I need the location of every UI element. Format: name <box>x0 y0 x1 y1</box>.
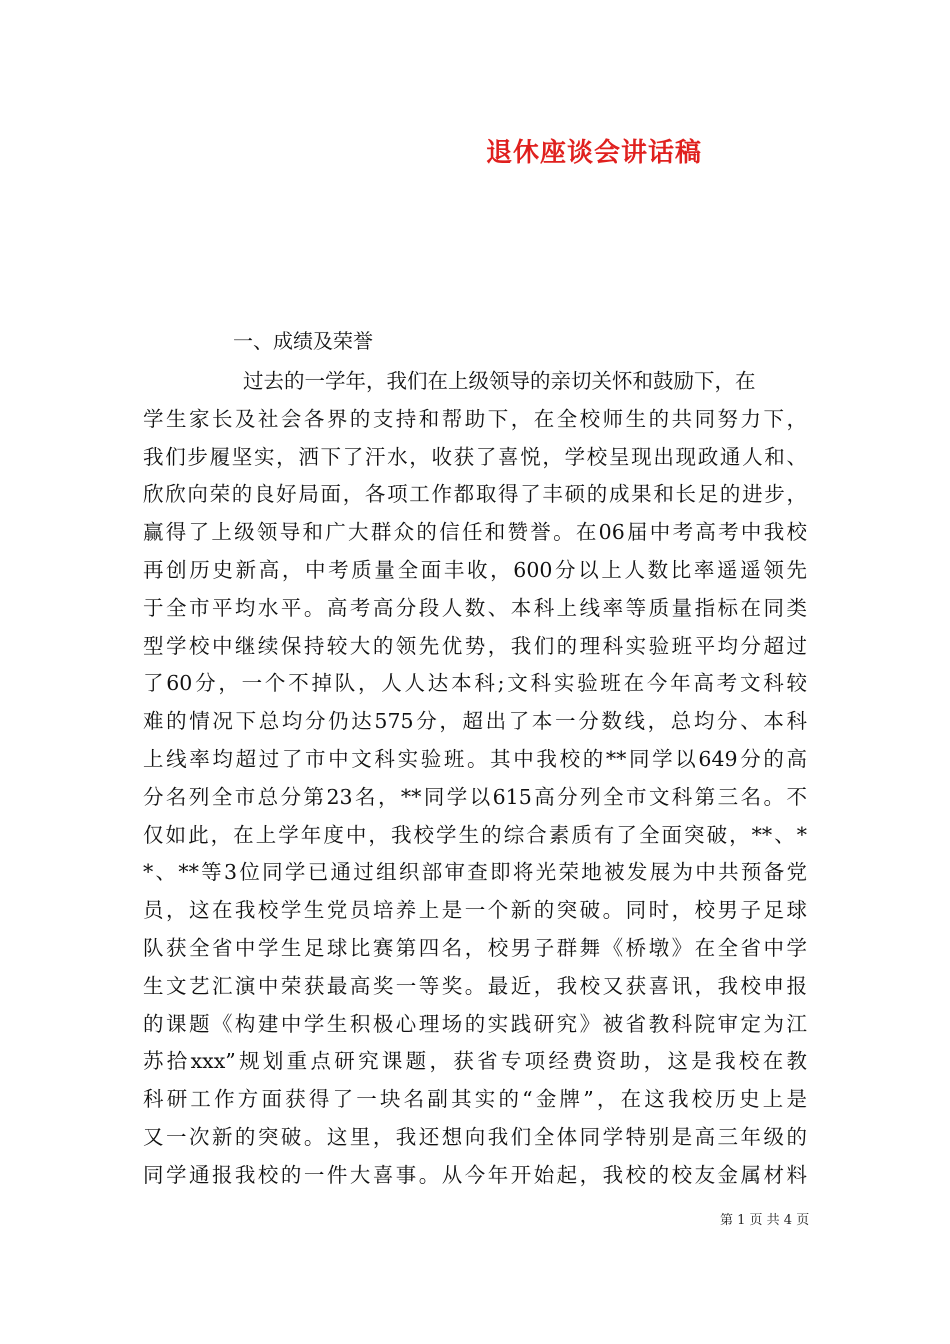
body-line: 了60分，一个不掉队，人人达本科;文科实验班在今年高考文科较 <box>143 671 807 696</box>
body-line: 员，这在我校学生党员培养上是一个新的突破。同时，校男子足球 <box>143 898 807 923</box>
body-line: 分名列全市总分第23名，**同学以615高分列全市文科第三名。不 <box>143 784 807 809</box>
body-line: *、**等3位同学已通过组织部审查即将光荣地被发展为中共预备党 <box>143 860 807 885</box>
page-indicator: 第 1 页 共 4 页 <box>720 1213 810 1228</box>
body-line: 过去的一学年，我们在上级领导的亲切关怀和鼓励下，在 <box>243 369 756 393</box>
section-heading: 一、成绩及荣誉 <box>233 329 373 353</box>
body-paragraph <box>143 363 807 1195</box>
body-line: 同学通报我校的一件大喜事。从今年开始起，我校的校友金属材料 <box>143 1162 807 1187</box>
body-line: 赢得了上级领导和广大群众的信任和赞誉。在06届中考高考中我校 <box>143 520 807 545</box>
body-line: 的课题《构建中学生积极心理场的实践研究》被省教科院审定为江 <box>143 1011 807 1036</box>
body-line: 学生家长及社会各界的支持和帮助下，在全校师生的共同努力下， <box>143 406 807 431</box>
body-line: 苏拾xxx”规划重点研究课题，获省专项经费资助，这是我校在教 <box>143 1049 807 1074</box>
body-line: 我们步履坚实，洒下了汗水，收获了喜悦，学校呈现出现政通人和、 <box>143 444 807 469</box>
body-line: 又一次新的突破。这里，我还想向我们全体同学特别是高三年级的 <box>143 1124 807 1149</box>
body-line: 于全市平均水平。高考高分段人数、本科上线率等质量指标在同类 <box>143 595 807 620</box>
body-line: 上线率均超过了市中文科实验班。其中我校的**同学以649分的高 <box>143 746 807 771</box>
body-line: 型学校中继续保持较大的领先优势，我们的理科实验班平均分超过 <box>143 633 807 658</box>
body-line: 科研工作方面获得了一块名副其实的“金牌”，在这我校历史上是 <box>143 1087 807 1112</box>
document-title: 退休座谈会讲话稿 <box>486 138 703 168</box>
body-line: 再创历史新高，中考质量全面丰收，600分以上人数比率遥遥领先 <box>143 557 807 582</box>
body-line: 队获全省中学生足球比赛第四名，校男子群舞《桥墩》在全省中学 <box>143 935 807 960</box>
body-line: 难的情况下总均分仍达575分，超出了本一分数线，总均分、本科 <box>143 709 807 734</box>
body-line: 仅如此，在上学年度中，我校学生的综合素质有了全面突破，**、* <box>143 822 807 847</box>
body-line: 生文艺汇演中荣获最高奖一等奖。最近，我校又获喜讯，我校申报 <box>143 973 807 998</box>
body-line: 欣欣向荣的良好局面，各项工作都取得了丰硕的成果和长足的进步， <box>143 482 807 507</box>
